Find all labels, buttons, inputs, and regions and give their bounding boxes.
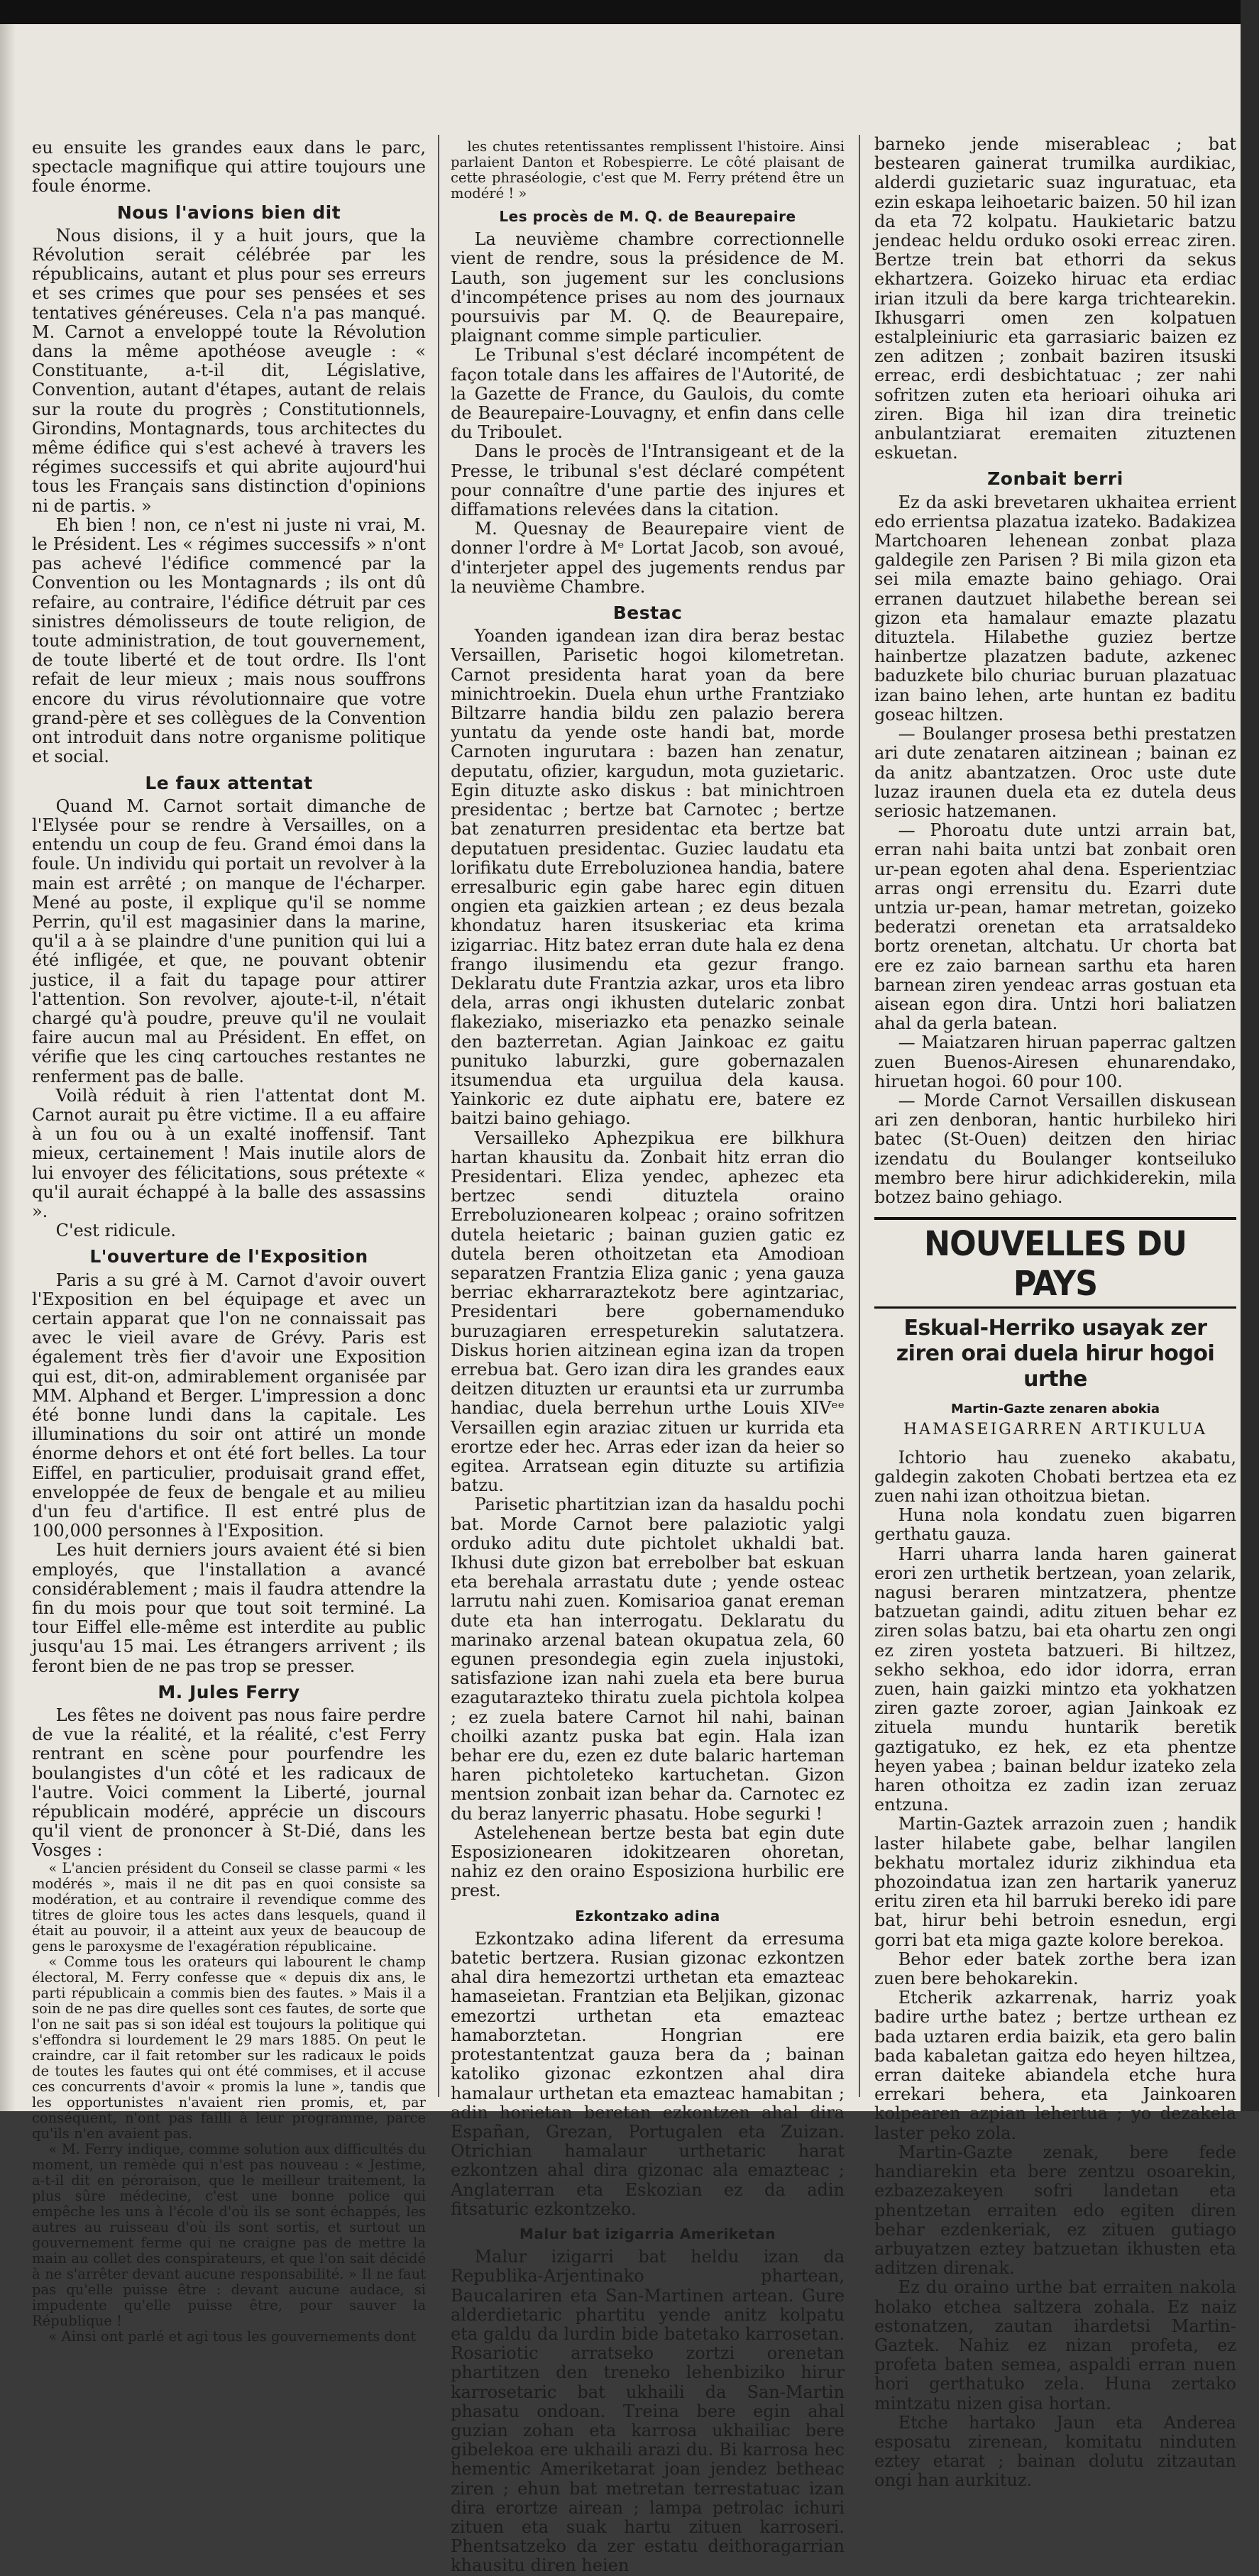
paragraph: Etcherik azkarrenak, harriz yoak badire urthe batez ; bertze urthean ez bada uztaren erdia baizik, eta gero balin bada kabaletan gaitza edo heyen hiltzea, erran daiteke abiandela etche hura errekari behera, eta Jainkoaren kolpearen azpian lehertua ; yo dezakela laster peko zola. [874, 1988, 1236, 2143]
section-title: Zonbait berri [987, 468, 1123, 490]
paragraph: Huna nola kondatu zuen bigarren gerthatu gauza. [874, 1505, 1236, 1545]
paragraph: La neuvième chambre correctionnelle vient de rendre, sous la présidence de M. Lauth, son jugement sur les conclusions d'incompétence prises au nom des journaux poursuivis par M. Q. de Beaurepaire, plaignant comme simple particulier. [451, 229, 845, 346]
paragraph: M. Quesnay de Beaurepaire vient de donner l'ordre à Mᵉ Lortat Jacob, son avoué, d'interjeter appel des jugements rendus par la neuvième Chambre. [451, 519, 845, 597]
column-rule [859, 135, 860, 2097]
column-rule [438, 135, 439, 2097]
paragraph: Les fêtes ne doivent pas nous faire perdre de vue la réalité, et la réalité, c'est Ferry rentrant en scène pour pourfendre les boulangistes d'un côté et les radicaux de l'autre. Voici comment la Liberté, journal républicain modéré, apprécie un discours qu'il vient de prononcer à St-Dié, dans les Vosges : [32, 1705, 426, 1861]
header-rule [874, 1306, 1236, 1309]
page-fold-shadow [0, 24, 16, 2111]
paragraph: Voilà réduit à rien l'attentat dont M. Carnot aurait pu être victime. Il a eu affaire à un fou ou à un exalté inoffensif. Tant mieux, certainement ! Mais inutile alors de lui envoyer des félicitations, sous prétexte « qu'il aurait échappé à la balle des assassins ». [32, 1085, 426, 1221]
paragraph: Dans le procès de l'Intransigeant et de la Presse, le tribunal s'est déclaré compétent pour connaître d'une partie des injures et diffamations relevées dans la citation. [451, 441, 845, 520]
section-title: Les procès de M. Q. de Beaurepaire [499, 208, 796, 225]
column-3 [874, 134, 1236, 2491]
paragraph: Ez du oraino urthe bat erraiten nakola holako etchea saltzera zohala. Ez naiz estonatzen, zautan ihardetsi Martin-Gaztek. Nahiz ez nizan profeta, ez profeta baten semea, aspaldi erran nuen hori gerthatuko zela. Huna zertako mintzatu nizen gisa hortan. [874, 2277, 1236, 2413]
paragraph: Malur izigarri bat heldu izan da Republika-Arjentinako phartean, Baucalariren eta San-Martinen artean. Gure alderdietaric phartitu yende anitz kolpatu eta galdu da lurdin bide batetako karrosetan. Rosariotic arratseko zortzi orenetan phartitzen den treneko lehenbiziko hirur karrosetaric bat ukhaili da San-Martin phasatu ondoan. Treina bere egin ahal guzian zohan eta karrosa ukhailiac bere gibelekoa ere ukhaili arazi du. Bi karrosa hec hementic Ameriketarat joan jendez betheac ziren ; ehun bat metretan terrestatuac izan dira erortze airean ; lampa petrolac ichuri zituen eta suak hartu zituen karroseri. Phentsatzeko da zer estatu deithoragarrian khausitu diren heien [451, 2247, 845, 2576]
section-title: Malur bat izigarria Ameriketan [519, 2225, 776, 2242]
section-title: Le faux attentat [145, 772, 313, 793]
section-title: Ezkontzako adina [575, 1907, 720, 1925]
paragraph: Parisetic phartitzian izan da hasaldu pochi bat. Morde Carnot bere palaziotic yalgi orduko aditu dute pichtolet ukhaldi bat. Ikhusi dute gizon bat errebolber bat eskuan eta berehala arrastatu dute ; yende osteac larrutu nahi zuen. Komisarioa ganat ereman dute eta han interrogatu. Deklaratu du marinako arzenal batean okupatua zela, 60 egunen presondegia egin zuela injustoki, satisfazione izan nahi zuela eta bere burua ezagutarazteko thiratu zuela pichtola kolpea ; ez zuela batere Carnot hil nahi, bainan choilki azantz puska bat egin. Hala izan behar ere du, ezen ez dute balaric harteman haren pichtoleteko kartuchetan. Gizon mentsion zonbait izan behar da. Carnotec ez du beraz lanyerric phasatu. Hobe segurki ! [451, 1495, 845, 1824]
paragraph: Versailleko Aphezpikua ere bilkhura hartan khausitu da. Zonbait hitz erran dio Presidentari. Eliza yendec, aphezec eta bertzec sendi dituztela oraino Erreboluzionearen kolpeac ; oraino sofritzen dutela heietaric ; bainan guzien gatic ez dutela beren othoitzetan eta Amodioan separatzen Frantzia Eliza ganic ; yena gauza berriac ekharraraztekotz bere agintzariac, Presidentari bere gobernamenduko buruzagiaren errespeturekin salutatzera. Diskus horien aitzinean egina izan da tropen errebua bat. Gero izan dira les grandes eaux deitzen dituzten ur erauntsi eta ur zurrumba handiac, duela berrehun urthe Louis XIVᵉᵉ Versaillen egin araziac zituen ur kurrida eta erortze eder hec. Arras eder izan da heier so egitea. Arratsean egin dituzte su artifizia batzu. [451, 1128, 845, 1496]
paragraph: — Maiatzaren hiruan paperrac galtzen zuen Buenos-Airesen ehunarendako, hiruetan hogoi. 60 pour 100. [874, 1033, 1236, 1091]
paragraph: eu ensuite les grandes eaux dans le parc, spectacle magnifique qui attire toujours une foule énorme. [32, 138, 426, 197]
quote-paragraph: « M. Ferry indique, comme solution aux difficultés du moment, un remède qui n'est pas nouveau : « Jestime, a-t-il dit en péroraison, que le meilleur traitement, la plus sûre médecine, c'est une bonne police qui empêche les uns à l'école d'où ils se sont échappés, les autres au ruisseau d'où ils sont sortis, et surtout un gouvernement ferme qui ne craigne pas de mettre la main au collet des conspirateurs, et que l'on sait décidé à ne s'arrêter devant aucune responsabilité. » Il ne faut pas qu'elle puisse être : devant aucune audace, si impudente qu'elle puisse être, pour sauver la République ! [32, 2140, 426, 2329]
paragraph: Quand M. Carnot sortait dimanche de l'Elysée pour se rendre à Versailles, on a entendu un coup de feu. Grand émoi dans la foule. Un individu qui portait un revolver à la main est arrêté ; on manque de l'écharper. Mené au poste, il explique qu'il se nomme Perrin, qu'il est magasinier dans la marine, qu'il a à se plaindre d'une punition qui lui a été infligée, et que, ne pouvant obtenir justice, il a fait du tapage pour attirer l'attention. Son revolver, ajoute-t-il, n'était chargé qu'à poudre, preuve qu'il ne voulait faire aucun mal au Président. En effet, on vérifie que les cinq cartouches restantes ne renferment pas de balle. [32, 796, 426, 1086]
quote-paragraph: « Ainsi ont parlé et agi tous les gouvernements dont [48, 2328, 417, 2345]
paragraph: Ichtorio hau zueneko akabatu, galdegin zakoten Chobati bertzea eta ez zuen nahi izan othoitzua bietan. [874, 1447, 1236, 1506]
paragraph: Eh bien ! non, ce n'est ni juste ni vrai, M. le Président. Les « régimes successifs » n'ont pas achevé l'édifice commencé par la Convention ou les Montagnards ; ils ont dû refaire, au contraire, l'édifice détruit par ces sinistres démolisseurs de toute religion, de toute administration, de tout gouvernement, de toute liberté et de tout ordre. Ils l'ont refait de leur mieux ; mais nous souffrons encore du virus révolutionnaire que votre grand-père et ses collègues de la Convention ont introduit dans notre organisme politique et social. [32, 514, 426, 767]
section-title: Nous l'avions bien dit [116, 202, 341, 223]
paragraph: Behor eder batek zorthe bera izan zuen bere behokarekin. [874, 1949, 1236, 1989]
section-title: L'ouverture de l'Exposition [89, 1246, 368, 1267]
paragraph: Yoanden igandean izan dira beraz bestac Versaillen, Parisetic hogoi kilometretan. Carnot presidenta harat yoan da bere minichtroekin. Duela ehun urthe Frantziako Biltzarre handia bildu zen palazio berera yuntatu da yende oste handi bat, morde Carnoten ingurutara : bazen han zenatur, deputatu, ofizier, kargudun, mota guzietaric. Egin dituzte asko diskus : bat minichtroen presidentac ; bertze bat Carnotec ; bertze bat zenaturren presidentac eta bertze bat deputatuen presidentac. Guziec laudatu eta lorifikatu dute Erreboluzionea handia, batere erresalburic egin gabe harec egin dituen ongien eta gaizkien artean ; ez deus bezala khondatuz haren itsuskeriac eta krima izigarriac. Hitz batez erran dute hala ez dena frango ilusimendu eta gezur frango. Deklaratu dute Frantzia azkar, uros eta libro dela, arras ongi ikhusten dutelaric zonbat flakeziako, miseriazko eta penazko seinale den bazterretan. Agian Jainkoac ez gaitu punituko laburzki, gure gobernazalen itsumendua eta urguilua dela kausa. Yainkoric ez dute aiphatu ere, batere ez baitzi baino gehiago. [451, 626, 845, 1129]
paragraph: Martin-Gaztek arrazoin zuen ; handik laster hilabete gabe, belhar langilen bekhatu mortalez iduriz zikhindua eta phozoindatua izan zen hartarik yaneruz eritu ziren eta hil barruki bereko idi pare bat, hirur behi betroin esnedun, ergi gorri bat eta miga gazte kolore berekoa. [874, 1814, 1236, 1950]
section-title: M. Jules Ferry [158, 1681, 300, 1702]
header-rule [874, 1217, 1236, 1220]
paragraph: Paris a su gré à M. Carnot d'avoir ouvert l'Exposition en bel équipage et avec un certain apparat que l'on ne connaissait pas avec le vieil avare de Grévy. Paris est également très fier d'avoir une Exposition qui est, dit-on, admirablement organisée par MM. Alphand et Berger. L'impression a donc été bonne lundi dans la capitale. Les illuminations du soir ont attiré un monde énorme dehors et ont été fort belles. La tour Eiffel, en particulier, produisait grand effet, enveloppée de feux de bengale et au milieu d'un feu d'artifice. Il est entré plus de 100,000 personnes à l'Exposition. [32, 1270, 426, 1541]
paragraph: barneko jende miserableac ; bat bestearen gainerat trumilka aurdikiac, alderdi guzietaric suaz inguratuac, eta ezin eskapa leihoetaric baizen. 50 hil izan da eta 72 kolpatu. Haukietaric batzu jendeac heldu orduko osoki erreac ziren. Bertze trein bat ethorri da sekus ekhartzera. Goizeko hiruac eta erdiac irian itzuli da bere karga trichtearekin. Ikhusgarri omen zen kolpatuen estalpleiniuric eta garrasiaric baizen ez zen aditzen ; zonbait baziren itsuski erreac, erdi desbichtatuac ; zer nahi sofritzen zuten eta herioari oihuka ari ziren. Biga hil izan dira treinetic anbulantziarat eremaiten zituztenen eskuetan. [874, 134, 1236, 463]
paragraph: Ez da aski brevetaren ukhaitea errient edo errientsa plazatua izateko. Badakizea Martchoaren lehenean zonbat plaza galdegile zen Parisen ? Bi mila gizon eta sei mila emazte baino gehiago. Orai erranen dautzuet hilabethe berean sei gizon eta hamalaur emazte plazatu dituztela. Hilabethe guziez bertze hainbertze plazatzen badute, azkenec baduzkete bilo churiac buruan plazatuac izan baino lehen, arte huntan ez baditu goseac hiltzen. [874, 492, 1236, 725]
paragraph: — Phoroatu dute untzi arrain bat, erran nahi baita untzi bat zonbait oren ur-pean egoten ahal dena. Esperientziac arras ongi errensitu du. Ezarri dute untzia ur-pean, hamar metretan, goizeko bederatzi orenetan eta arratsaldeko bortz orenetan, altchatu. Ur chorta bat ere ez zaio barnean sarthu eta haren barnean ziren yendeac arras gostuan eta aisean egon dira. Untzi hori baliatzen ahal da gerla batean. [874, 820, 1236, 1034]
column-1 [32, 138, 426, 2345]
paragraph: Ezkontzako adina liferent da erresuma batetic bertzera. Rusian gizonac ezkontzen ahal dira hemezortzi urthetan eta emazteac hamaseietan. Frantzian eta Beljikan, gizonac emezortzi urthetan eta emazteac hamaborztetan. Hongrian ere protestantentzat gauza bera da ; bainan katoliko gizonac ezkontzen ahal dira hamalaur urthetan eta emazteac hamabitan ; adin horietan beretan ezkontzen ahal dira Españan, Grezan, Portugalen eta Zuizan. Otrichian hamalaur urthetaric harat ezkontzen ahal dira gizonac ala emazteac ; Anglaterran eta Eskozian ez da adin fitsaturic ezkontzeko. [451, 1928, 845, 2219]
paragraph: Astelehenean bertze besta bat egin dute Esposizionearen idokitzearen ohoretan, nahiz ez den oraino Esposiziona hurbilic ere prest. [451, 1822, 845, 1901]
column-2 [451, 138, 845, 2576]
scan-top-border [0, 0, 1259, 24]
paragraph: C'est ridicule. [55, 1221, 176, 1241]
article-author: Martin-Gazte zenaren abokia [951, 1402, 1160, 1417]
paragraph: Nous disions, il y a huit jours, que la Révolution serait célébrée par les républicains, autant et plus pour ses erreurs et ses crimes que pour ses pensées et ses tentatives généreuses. Cela n'a pas manqué. M. Carnot a enveloppé toute la Révolution dans la même apothéose aveugle : « Constituante, a-t-il dit, Législative, Convention, autant d'étapes, autant de relais sur la route du progrès ; Constitutionnels, Girondins, Montagnards, tous architectes du même édifice qui s'est achevé à travers les régimes successifs et qui abrite aujourd'hui tous les Français sans distinction d'opinions ni de partis. » [32, 225, 426, 516]
quote-paragraph: « Comme tous les orateurs qui labourent le champ électoral, M. Ferry confesse que « depuis dix ans, le parti républicain a commis bien des fautes. » Mais il a soin de ne pas dire quelles sont ces fautes, de sorte que l'on ne sait pas si son idéal est toujours la politique qui s'effondra si lourdement le 29 mars 1885. On peut le craindre, car il fait retomber sur les radicaux le poids de toutes les fautes qui ont été commises, et il accuse ces concurrents d'avoir « promis la lune », tandis que les opportunistes n'avaient rien promis, et, par conséquent, n'ont pas failli à leur programme, parce qu'ils n'en avaient pas. [32, 1953, 426, 2142]
section-title: Bestac [612, 602, 683, 624]
quote-paragraph: les chutes retentissantes remplissent l'histoire. Ainsi parlaient Danton et Robespierre. Le côté plaisant de cette phraséologie, c'est que M. Ferry prétend être un modéré ! » [451, 138, 845, 202]
article-title: Eskual-Herriko usayak zer ziren orai duela hirur hogoi urthe [896, 1316, 1215, 1392]
article-part: HAMASEIGARREN ARTIKULUA [903, 1421, 1207, 1439]
paragraph: Le Tribunal s'est déclaré incompétent de façon totale dans les affaires de l'Autorité, de la Gazette de France, du Gaulois, du comte de Beaurepaire-Louvagny, et enfin dans celle du Triboulet. [451, 345, 845, 443]
quotation [451, 139, 845, 202]
quote-paragraph: « L'ancien président du Conseil se classe parmi « les modérés », mais il ne dit pas en quoi consiste sa modération, et au contraire il revendique comme des titres de gloire tous les actes dans lesquels, quand il était au pouvoir, il a atteint aux yeux de beaucoup de gens le paroxysme de l'exagération républicaine. [32, 1859, 426, 1954]
paragraph: — Morde Carnot Versaillen diskusean ari zen denboran, hantic hurbileko hiri batec (St-Ouen) deitzen den hiriac izendatu du Boulanger kontseiluko membro bere hirur adichkiderekin, mila botzez baino gehiago. [874, 1090, 1236, 1207]
paragraph: Martin-Gazte zenak, bere fede handiarekin eta bere zentzu osoarekin, ezbazezakeyen sofri landetan eta phentzetan erraiten edo egiten diren behar ezdenkeriak, ez zituen gutiago arbuyatzen eztey batzuetan ikhusten eta aditzen direnak. [874, 2142, 1236, 2279]
paragraph: Les huit derniers jours avaient été si bien employés, que l'installation a avancé considérablement ; mais il faudra attendre la fin du mois pour que tout soit terminé. La tour Eiffel elle-même est interdite au public jusqu'au 15 mai. Les étrangers arrivent ; ils feront bien de ne pas trop se presser. [32, 1540, 426, 1676]
quotation [32, 1861, 426, 2345]
paragraph: — Boulanger prosesa bethi prestatzen ari dute zenataren aitzinean ; bainan ez da anitz abantzatzen. Oroc uste dute luzaz iraunen duela eta ez dutela deus seriosic hatzemanen. [874, 724, 1236, 821]
paragraph: Harri uharra landa haren gainerat erori zen urthetik bertzean, yoan zelarik, nagusi beraren mintzatzera, phentze batzuetan gaindi, aditu zituen behar ez ziren solas batzu, bai eta ohartu zen ongi ez ziren yosteta batzueri. Bi hiltzez, sekho sekhoa, edo idor idorra, erran zuen, hain gaizki mintzo eta yokhatzen ziren gazte zoroer, agian Jainkoak ez zituela mundu huntarik beretik gaztigatuko, ez hek, ez eta phentze heyen yabea ; bainan beldur izateko zela haren othoitza ez zadin izan zeruaz entzuna. [874, 1543, 1236, 1815]
nouvelles-header: NOUVELLES DU PAYS [924, 1224, 1187, 1304]
paragraph: Etche hartako Jaun eta Anderea esposatu zirenean, komitatu ninduten eztey etarat ; bainan dolutu zitzautan ongi han aurkituz. [874, 2412, 1236, 2491]
scan-right-border [1241, 0, 1259, 2111]
